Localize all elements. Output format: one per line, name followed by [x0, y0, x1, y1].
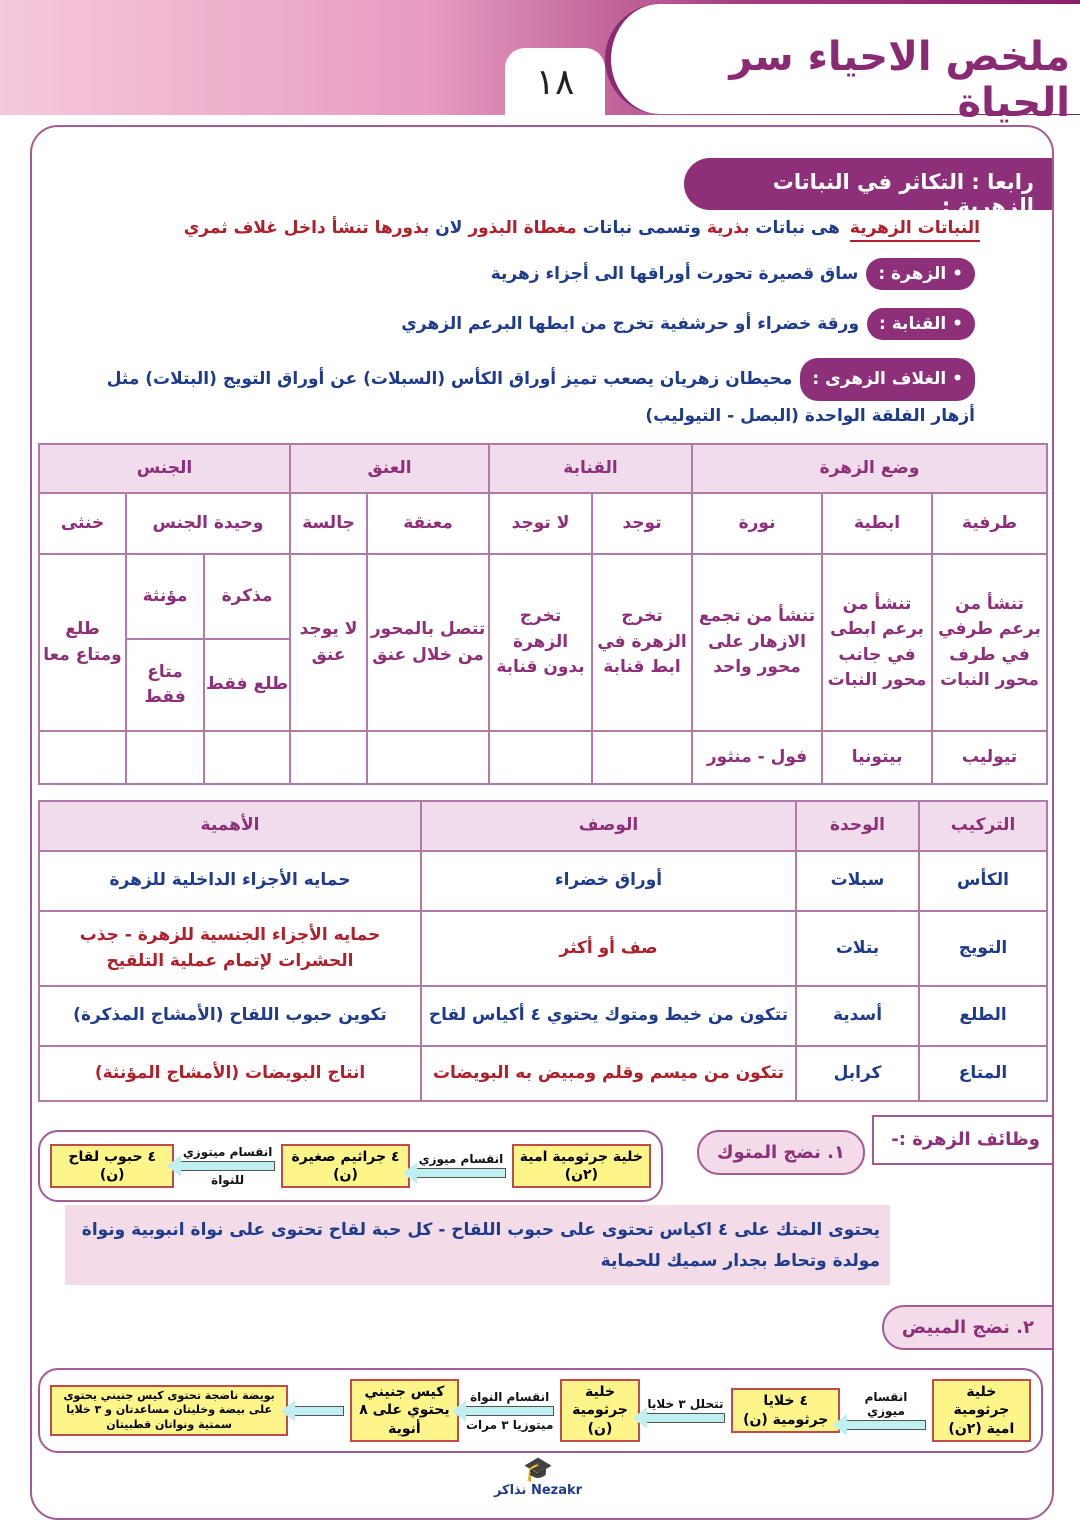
- ovary-heading: ٢. نضج المبيض: [882, 1305, 1052, 1350]
- cell: ابطية: [822, 493, 932, 554]
- cell: وحيدة الجنس: [126, 493, 290, 554]
- header-cell: الوصف: [421, 801, 796, 851]
- flow-box: خلية جرثومية (ن): [560, 1379, 639, 1442]
- anther-description: يحتوى المتك على ٤ اكياس تحتوى على حبوب اللقاح - كل حبة لقاح تحتوى على نواة انبوبية ونواة مولدة وتحاط بجدار سميك للحماية: [65, 1205, 890, 1285]
- def-text: هى نباتات: [749, 218, 840, 238]
- ovary-flowchart: [38, 1368, 1043, 1453]
- header-cell: القنابة: [489, 444, 692, 493]
- cell: تتصل بالمحور من خلال عنق: [367, 554, 489, 731]
- def-text: بذورها تنشأ داخل غلاف ثمري: [183, 218, 430, 238]
- item-label: • الغلاف الزهرى :: [800, 358, 975, 401]
- cell: تتكون من ميسم وقلم ومبيض به البويضات: [421, 1046, 796, 1101]
- header-cell: الوحدة: [796, 801, 919, 851]
- cell: مذكرة: [204, 554, 290, 639]
- cell: الكأس: [919, 851, 1047, 911]
- def-text: لان: [429, 218, 469, 238]
- cell: [290, 731, 367, 784]
- item-flower: [491, 258, 975, 290]
- cell: [592, 731, 692, 784]
- cell: جالسة: [290, 493, 367, 554]
- arrow-label: ميتوزيا ٣ مرات: [465, 1417, 554, 1432]
- arrow-label: انقسام ميوزي: [864, 1389, 908, 1418]
- item-text: ورقة خضراء أو حرشفية تخرج من ابطها البرعم الزهري: [401, 314, 860, 334]
- logo-text: Nezakr نذاكر: [493, 1483, 583, 1498]
- arrow-label: للنواة: [211, 1173, 245, 1187]
- flower-parts-table: [38, 800, 1048, 1102]
- cell: طرفية: [932, 493, 1047, 554]
- flow-box: كيس جنيني يحتوي على ٨ أنوية: [350, 1379, 459, 1442]
- page-title: ملخص الاحياء سر الحياة: [729, 34, 1070, 126]
- cell: أسدية: [796, 986, 919, 1046]
- cell: لا يوجد عنق: [290, 554, 367, 731]
- arrow-label: انقسام ميوزي: [418, 1152, 504, 1166]
- flow-arrow: [416, 1152, 506, 1180]
- cell: خنثى: [39, 493, 126, 554]
- header-cell: الأهمية: [39, 801, 421, 851]
- cell: بيتونيا: [822, 731, 932, 784]
- page-number: ١٨: [505, 48, 605, 116]
- flow-arrow: [465, 1390, 554, 1432]
- flow-arrow: [846, 1390, 925, 1432]
- arrow-label: تتحلل ٣ خلايا: [647, 1396, 724, 1411]
- item-perianth: [105, 358, 975, 431]
- flow-arrow: [646, 1397, 725, 1425]
- cell: [489, 731, 592, 784]
- def-text: مغطاة البذور: [468, 218, 577, 238]
- cell: تخرج الزهرة في ابط قنابة: [592, 554, 692, 731]
- flow-box: ٤ جراثيم صغيرة (ن): [281, 1144, 410, 1188]
- cell: تخرج الزهرة بدون قنابة: [489, 554, 592, 731]
- flow-box: بويضة ناضجة تحتوى كيس جنيني يحتوى على بيضة وخليتان مساعدتان و ٣ خلايا سمتية ونواتان قطبيتان: [50, 1385, 288, 1436]
- item-label: • الزهرة :: [866, 258, 975, 290]
- anther-heading: ١. نضج المتوك: [697, 1130, 865, 1175]
- cell: صف أو أكثر: [421, 911, 796, 986]
- cell: مؤنثة: [126, 554, 204, 639]
- anther-flowchart: [38, 1130, 663, 1202]
- cell: توجد: [592, 493, 692, 554]
- item-label: • القنابة :: [867, 308, 975, 340]
- flow-box: ٤ حبوب لقاح (ن): [50, 1144, 174, 1188]
- graduation-cap-icon: 🎓: [523, 1455, 553, 1483]
- cell: [126, 731, 204, 784]
- cell: طلع ومتاع معا: [39, 554, 126, 731]
- cell: لا توجد: [489, 493, 592, 554]
- arrow-label: انقسام ميتوزي: [182, 1145, 273, 1159]
- flower-classification-table: [38, 443, 1048, 785]
- cell: تنشأ من تجمع الازهار على محور واحد: [692, 554, 822, 731]
- cell: فول - منثور: [692, 731, 822, 784]
- cell: حمايه الأجزاء الجنسية للزهرة - جذب الحشرات لإتمام عملية التلقيح: [39, 911, 421, 986]
- item-text: ساق قصيرة تحورت أوراقها الى أجزاء زهرية: [490, 264, 859, 284]
- cell: [39, 731, 126, 784]
- cell: تنشأ من برعم ابطى في جانب محور النبات: [822, 554, 932, 731]
- cell: متاع فقط: [126, 639, 204, 731]
- item-bract: [401, 308, 975, 340]
- cell: تنشأ من برعم طرفي في طرف محور النبات: [932, 554, 1047, 731]
- cell: حمايه الأجزاء الداخلية للزهرة: [39, 851, 421, 911]
- cell: معنقة: [367, 493, 489, 554]
- section-heading: رابعا : التكاثر في النباتات الزهرية :: [684, 158, 1052, 210]
- cell: بتلات: [796, 911, 919, 986]
- flow-arrow: [180, 1145, 274, 1187]
- flow-box: خلية جرثومية امية (٢ن): [512, 1144, 651, 1188]
- header-cell: التركيب: [919, 801, 1047, 851]
- cell: [367, 731, 489, 784]
- def-term: النباتات الزهرية: [850, 218, 980, 242]
- header-cell: الجنس: [39, 444, 290, 493]
- cell: التويج: [919, 911, 1047, 986]
- cell: المتاع: [919, 1046, 1047, 1101]
- header-cell: العنق: [290, 444, 489, 493]
- cell: كرابل: [796, 1046, 919, 1101]
- cell: سبلات: [796, 851, 919, 911]
- cell: تكوين حبوب اللقاح (الأمشاج المذكرة): [39, 986, 421, 1046]
- logo: [488, 1455, 588, 1498]
- cell: [204, 731, 290, 784]
- flow-box: خلية جرثومية امية (٢ن): [932, 1379, 1031, 1442]
- arrow-label: انقسام النواة: [470, 1389, 550, 1404]
- flow-arrow: [294, 1404, 344, 1418]
- flow-box: ٤ خلايا جرثومية (ن): [731, 1388, 840, 1432]
- def-text: وتسمى نباتات: [576, 218, 707, 238]
- header-cell: وضع الزهرة: [692, 444, 1047, 493]
- cell: طلع فقط: [204, 639, 290, 731]
- cell: أوراق خضراء: [421, 851, 796, 911]
- cell: تتكون من خيط ومتوك يحتوي ٤ أكياس لقاح: [421, 986, 796, 1046]
- def-text: بذرية: [706, 218, 750, 238]
- functions-heading: وظائف الزهرة :-: [872, 1115, 1052, 1165]
- title-box: [605, 4, 1080, 126]
- cell: نورة: [692, 493, 822, 554]
- definition: [184, 218, 980, 238]
- item-text: محيطان زهريان يصعب تميز أوراق الكأس (السبلات) عن أوراق التويج (البتلات) مثل أزهار الفلقة الواحدة (البصل - التيوليب): [106, 369, 975, 426]
- cell: الطلع: [919, 986, 1047, 1046]
- cell: انتاج البويضات (الأمشاج المؤنثة): [39, 1046, 421, 1101]
- cell: تيوليب: [932, 731, 1047, 784]
